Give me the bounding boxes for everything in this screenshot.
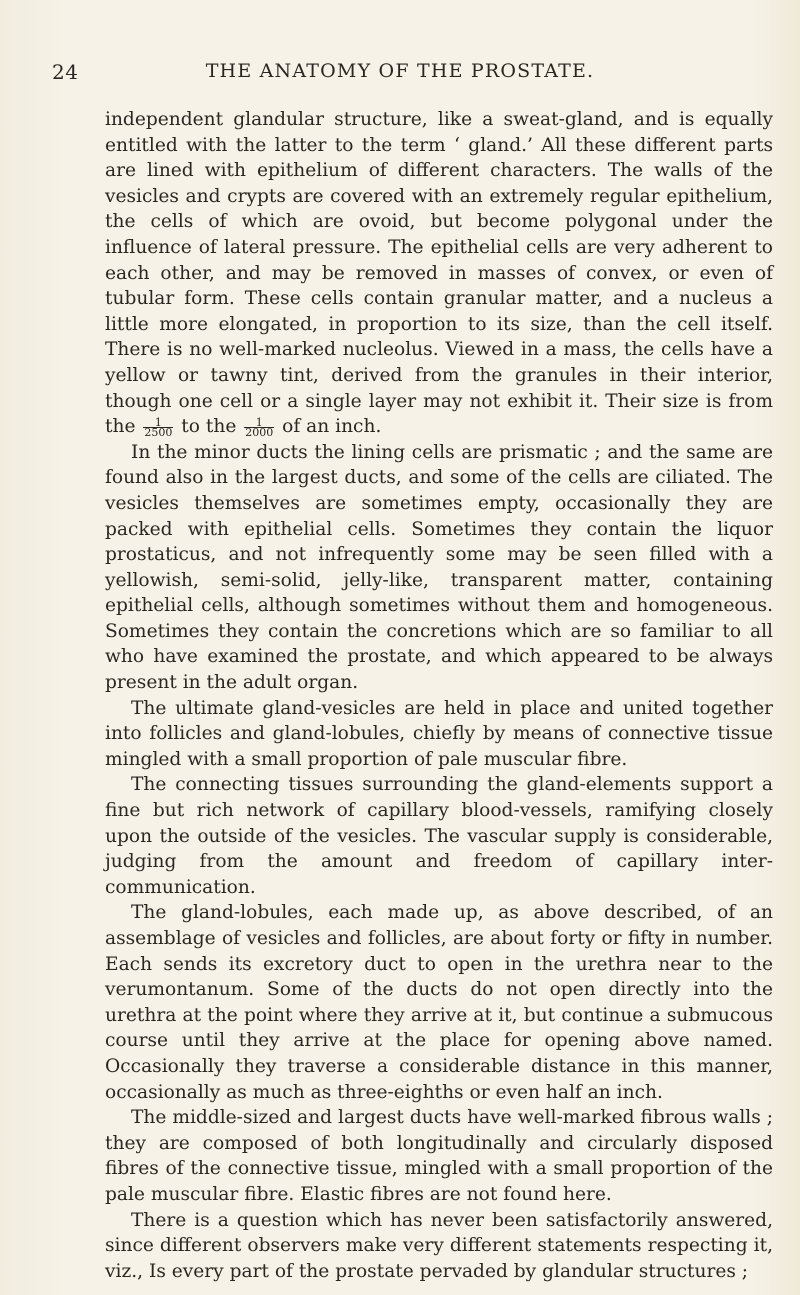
paragraph-3: The ultimate gland-vesicles are held in place and united together into follicles and gland-lobules, chiefly by means of connective tissue mingled with a small proportion of pale muscular fibre. xyxy=(105,697,773,770)
fraction-denominator: 2000 xyxy=(245,425,274,439)
running-title: THE ANATOMY OF THE PROSTATE. xyxy=(205,60,595,82)
fraction-one-2500th xyxy=(143,415,173,439)
fraction-denominator: 2500 xyxy=(144,425,173,439)
paragraph-1-end: of an inch. xyxy=(282,416,382,438)
fraction-numerator: 1 xyxy=(143,418,173,428)
paragraph-4: The connecting tissues surrounding the gland-elements support a fine but rich network of capillary blood-vessels, ramifying closely upon the outside of the vesicles. The vascular supply is considerable, judging from the amount and freedom of capillary inter-communication. xyxy=(105,774,773,898)
page-number: 24 xyxy=(52,60,79,84)
paragraph-1-mid: to the xyxy=(181,416,237,438)
paragraph-1 xyxy=(105,107,773,440)
paragraph-7: There is a question which has never been satisfactorily answered, since different observers make very different statements respecting it, viz., Is every part of the prostate pervaded by glandular structures ; xyxy=(105,1209,773,1282)
page-header xyxy=(0,58,800,88)
paragraph-6: The middle-sized and largest ducts have well-marked fibrous walls ; they are composed of both longitudinally and circularly disposed fibres of the connective tissue, mingled with a small proportion of the pale muscular fibre. Elastic fibres are not found here. xyxy=(105,1107,773,1205)
paragraph-5: The gland-lobules, each made up, as above described, of an assemblage of vesicles and follicles, are about forty or fifty in number. Each sends its excretory duct to open in the urethra near to the verumontanum. Some of the ducts do not open directly into the urethra at the point where they arrive at it, but continue a submucous course until they arrive at the place for opening above named. Occasionally they traverse a considerable distance in this manner, occasionally as much as three-eighths or even half an inch. xyxy=(105,902,773,1103)
paragraph-1-text: independent glandular structure, like a sweat-gland, and is equally entitled with the latter to the term ‘ gland.’ All these different parts are lined with epithelium of different characters. The walls of the vesicles and crypts are covered with an extremely regular epithelium, the cells of which are ovoid, but become polygonal under the influence of lateral pressure. The epithelial cells are very adherent to each other, and may be removed in masses of convex, or even of tubular form. These cells contain granular matter, and a nucleus a little more elongated, in proportion to its size, than the cell itself. There is no well-marked nucleolus. Viewed in a mass, the cells have a yellow or tawny tint, derived from the granules in their interior, though one cell or a single layer may not exhibit it. Their size is from the xyxy=(105,109,773,438)
paragraph-2: In the minor ducts the lining cells are prismatic ; and the same are found also in the largest ducts, and some of the cells are ciliated. The vesicles themselves are sometimes empty, occasionally they are packed with epithelial cells. Sometimes they contain the liquor prostaticus, and not infrequently some may be seen filled with a yellowish, semi-solid, jelly-like, transparent matter, containing epithelial cells, although sometimes without them and homogeneous. Sometimes they contain the concretions which are so familiar to all who have examined the prostate, and which appeared to be always present in the adult organ. xyxy=(105,441,773,694)
body-text xyxy=(105,107,773,1284)
fraction-one-2000th xyxy=(244,415,274,439)
fraction-numerator: 1 xyxy=(244,418,274,428)
